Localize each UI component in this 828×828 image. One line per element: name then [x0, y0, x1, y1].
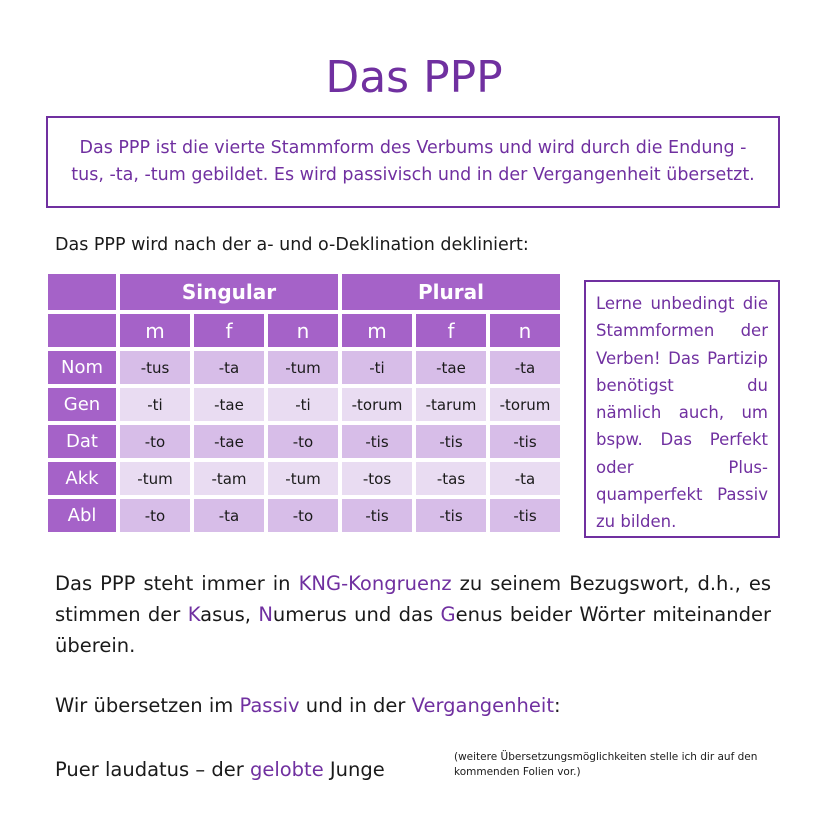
- definition-text: Das PPP ist die vierte Stammform des Verbums und wird durch die Endung -tus, -ta, -tum gebildet. Es wird passivisch und in der Vergangenheit übersetzt.: [71, 138, 755, 185]
- ending-cell: -tus: [120, 351, 190, 384]
- ending-cell: -ti: [120, 388, 190, 421]
- ending-cell: -tum: [120, 462, 190, 495]
- ending-cell: -tis: [416, 499, 486, 532]
- kng-text: asus,: [200, 603, 259, 626]
- ending-cell: -tis: [416, 425, 486, 458]
- example-text: Puer laudatus – der: [55, 758, 250, 781]
- footnote: (weitere Übersetzungsmöglichkeiten stelle ich dir auf den kommenden Folien vor.): [454, 751, 758, 778]
- ending-cell: -ta: [490, 351, 560, 384]
- case-label: Akk: [48, 462, 116, 495]
- ending-cell: -tae: [194, 425, 264, 458]
- kng-text: Das PPP steht immer in: [55, 572, 299, 595]
- table-row: [48, 462, 560, 495]
- ending-cell: -tis: [342, 499, 412, 532]
- kng-text: umerus und das: [272, 603, 441, 626]
- kng-text: zu seinem Bezugswort, d.h., es stimmen der: [55, 572, 772, 626]
- ending-cell: -to: [120, 499, 190, 532]
- table-row: [48, 351, 560, 384]
- passiv-highlight: Passiv: [239, 694, 300, 717]
- ending-cell: -torum: [342, 388, 412, 421]
- kng-paragraph: [55, 568, 771, 661]
- case-label: Gen: [48, 388, 116, 421]
- kasus-initial: K: [187, 603, 201, 626]
- ending-cell: -tis: [490, 499, 560, 532]
- gender-header: m: [342, 314, 412, 347]
- gender-header: f: [416, 314, 486, 347]
- ending-cell: -to: [120, 425, 190, 458]
- tip-text: Lerne unbedingt die Stammformen der Verben! Das Partizip benötigst du nämlich auch, um bspw. Das Perfekt oder Plusquamperfekt Passiv zu bilden.: [596, 294, 768, 532]
- ending-cell: -ta: [194, 499, 264, 532]
- ending-cell: -tos: [342, 462, 412, 495]
- rule-text: Wir übersetzen im: [55, 694, 240, 717]
- definition-box: [46, 116, 780, 208]
- ending-cell: -ta: [490, 462, 560, 495]
- ending-cell: -torum: [490, 388, 560, 421]
- ending-cell: -tum: [268, 351, 338, 384]
- case-label: Abl: [48, 499, 116, 532]
- case-label: Dat: [48, 425, 116, 458]
- gender-header: n: [268, 314, 338, 347]
- kng-text: enus beider Wörter miteinander überein.: [55, 603, 772, 657]
- page-title: Das PPP: [325, 52, 503, 103]
- table-corner: [48, 274, 116, 310]
- case-label: Nom: [48, 351, 116, 384]
- ending-cell: -to: [268, 499, 338, 532]
- table-row: [48, 499, 560, 532]
- ending-cell: -tum: [268, 462, 338, 495]
- rule-text: und in der: [299, 694, 412, 717]
- tip-box: [584, 280, 780, 538]
- table-row: [48, 425, 560, 458]
- gender-header: m: [120, 314, 190, 347]
- ending-cell: -to: [268, 425, 338, 458]
- ending-cell: -tis: [490, 425, 560, 458]
- ending-cell: -ti: [342, 351, 412, 384]
- numerus-initial: N: [258, 603, 273, 626]
- table-corner: [48, 314, 116, 347]
- ending-cell: -tarum: [416, 388, 486, 421]
- kng-highlight: KNG-Kongruenz: [298, 572, 452, 595]
- table-row: [48, 388, 560, 421]
- example-highlight: gelobte: [249, 758, 324, 781]
- ending-cell: -tas: [416, 462, 486, 495]
- genus-initial: G: [440, 603, 456, 626]
- declension-intro: Das PPP wird nach der a- und o-Deklination dekliniert:: [55, 235, 529, 255]
- ending-cell: -ta: [194, 351, 264, 384]
- vergangenheit-highlight: Vergangenheit: [411, 694, 554, 717]
- example-sentence: [55, 754, 385, 785]
- ending-cell: -tae: [416, 351, 486, 384]
- ending-cell: -tam: [194, 462, 264, 495]
- ending-cell: -ti: [268, 388, 338, 421]
- rule-text: :: [553, 694, 561, 717]
- gender-header: n: [490, 314, 560, 347]
- declension-table: [44, 270, 564, 536]
- gender-header: f: [194, 314, 264, 347]
- plural-header: Plural: [342, 274, 560, 310]
- singular-header: Singular: [120, 274, 338, 310]
- ending-cell: -tae: [194, 388, 264, 421]
- translation-rule: [55, 690, 561, 721]
- example-text: Junge: [323, 758, 385, 781]
- ending-cell: -tis: [342, 425, 412, 458]
